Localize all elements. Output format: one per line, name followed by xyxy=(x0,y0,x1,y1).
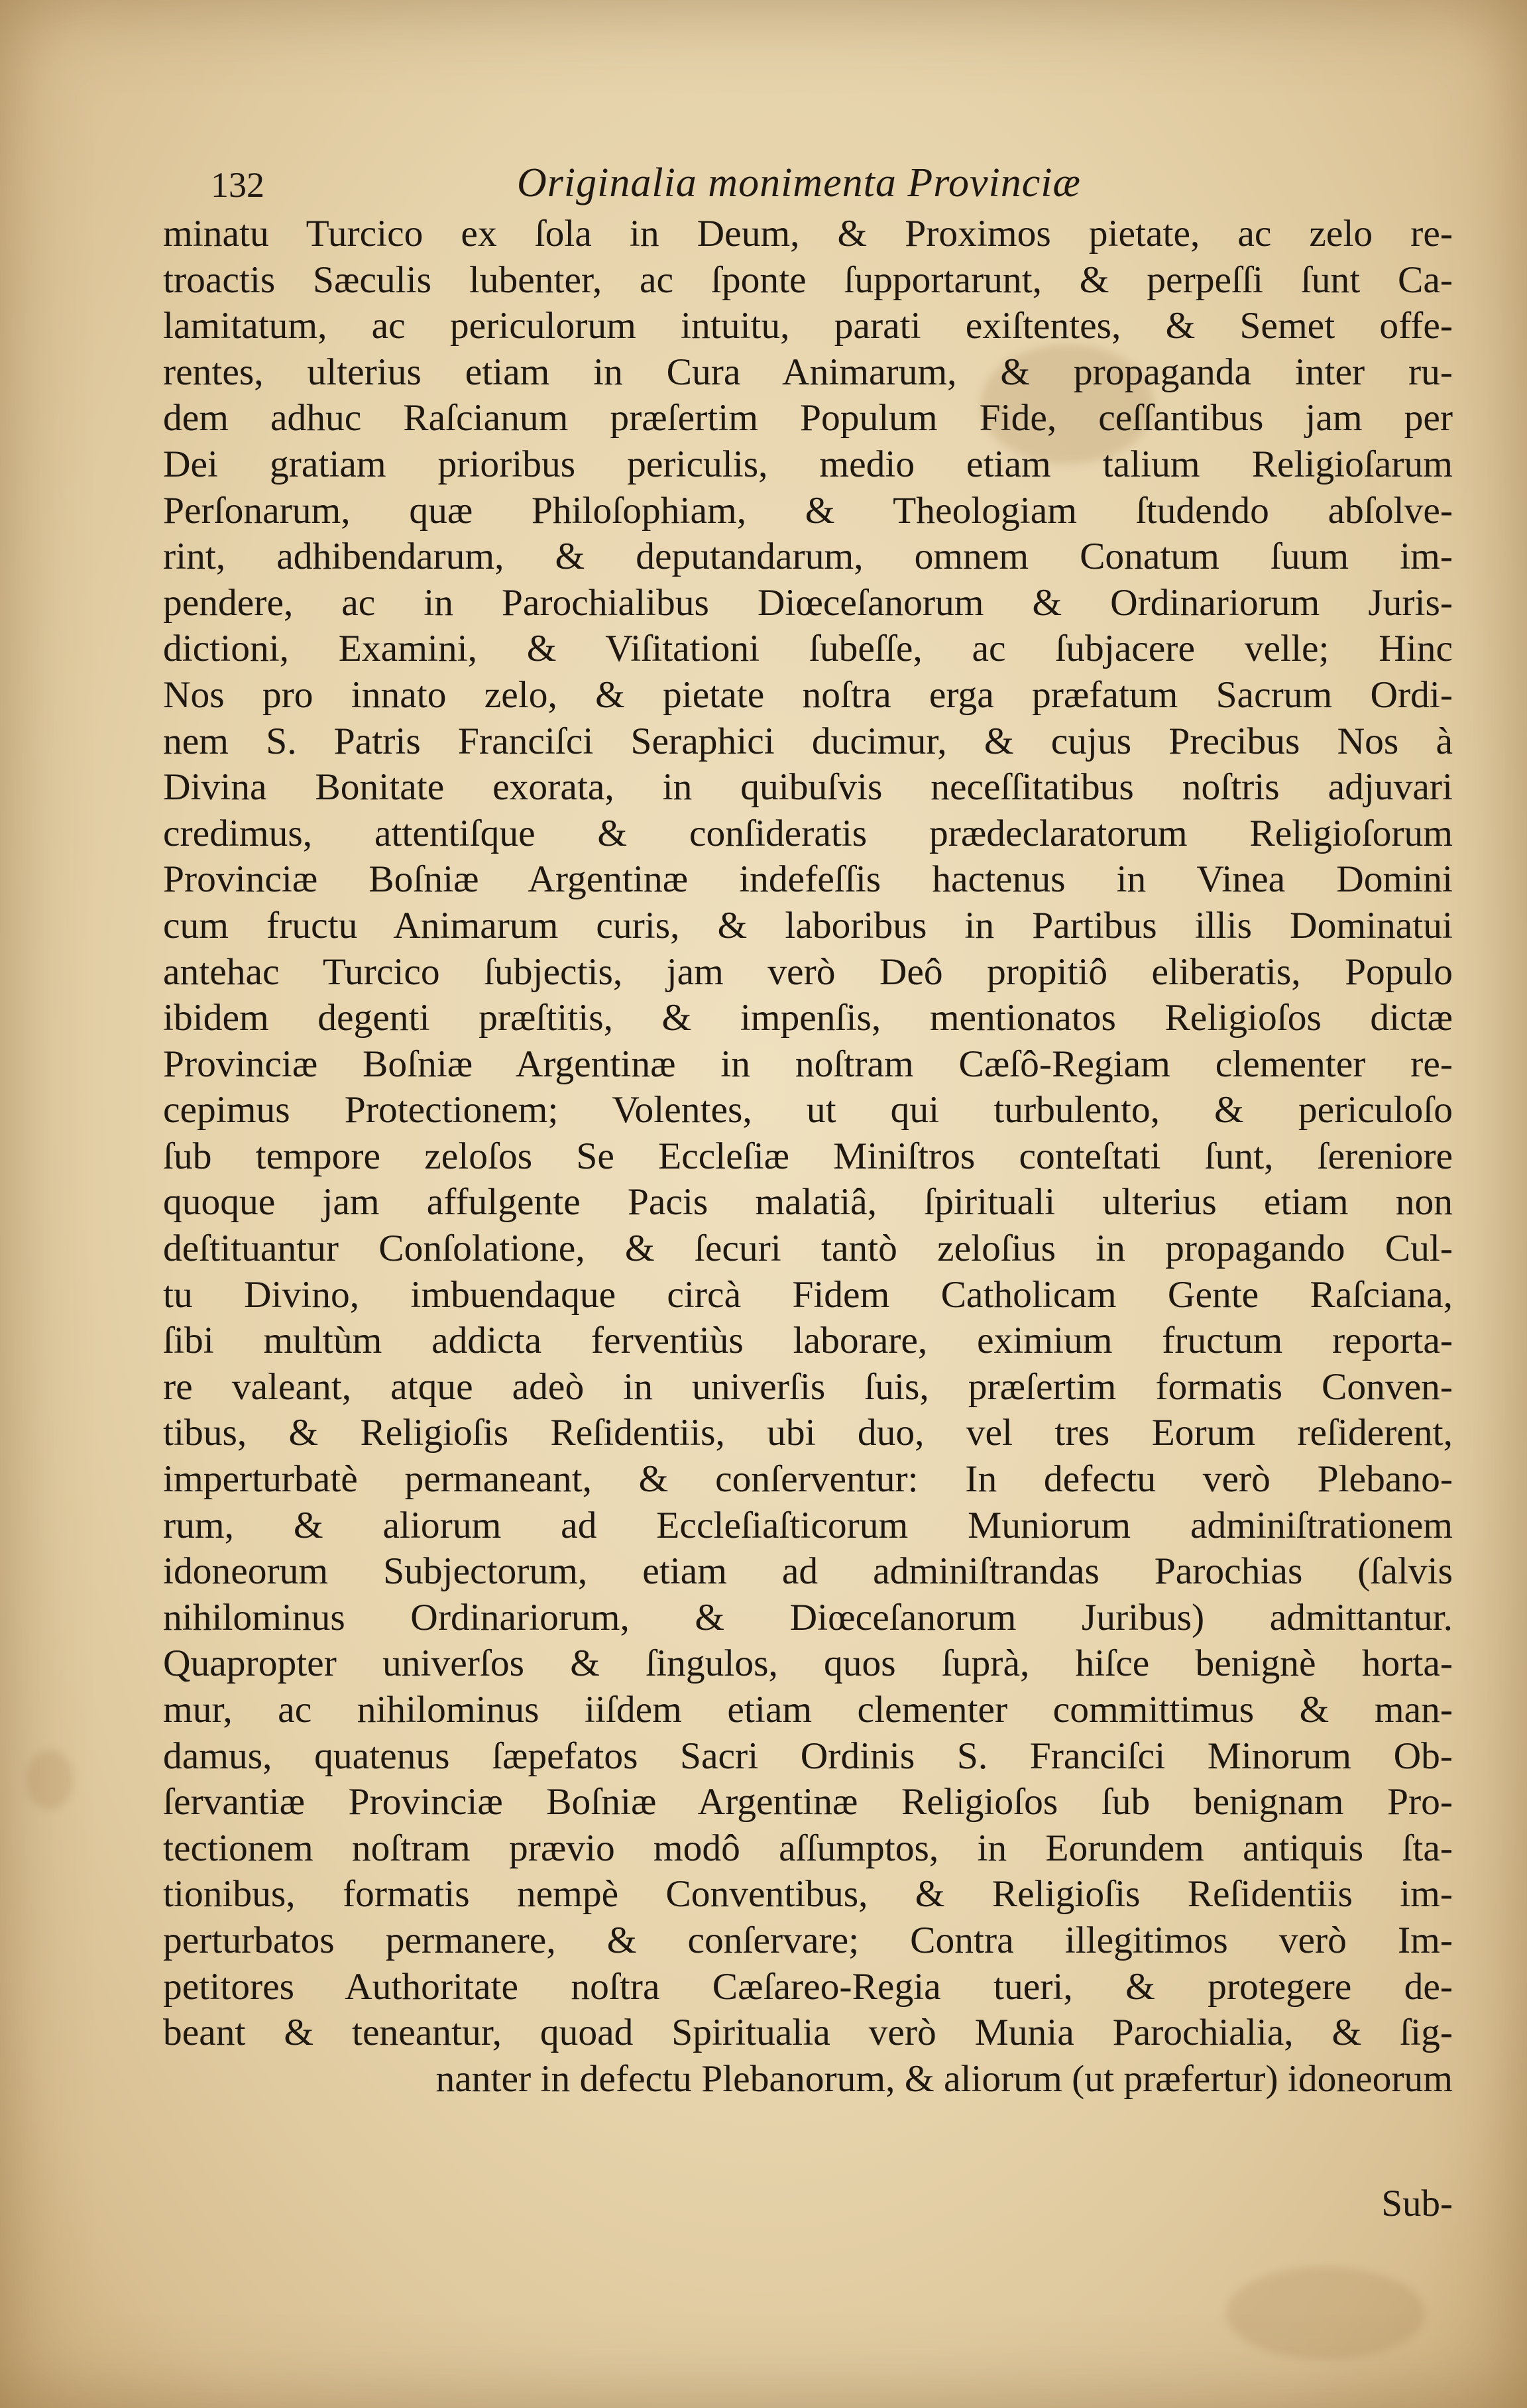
text-line: Provinciæ Boſniæ Argentinæ indefeſſis hactenus in Vinea Domini xyxy=(163,858,1453,901)
text-line: Quapropter univerſos & ſingulos, quos ſuprà, hiſce benignè horta- xyxy=(163,1642,1453,1685)
catchword: Sub- xyxy=(1381,2183,1453,2224)
page-header xyxy=(211,158,1453,211)
text-line: rint, adhibendarum, & deputandarum, omnem Conatum ſuum im- xyxy=(163,536,1453,578)
text-line: tu Divino, imbuendaque circà Fidem Catholicam Gente Raſciana, xyxy=(163,1273,1453,1316)
text-line: ſub tempore zeloſos Se Eccleſiæ Miniſtros conteſtati ſunt, ſereniore xyxy=(163,1135,1453,1177)
paper-stain xyxy=(1226,2267,1425,2360)
text-line: re valeant, atque adeò in univerſis ſuis, præſertim formatis Conven- xyxy=(163,1365,1453,1408)
text-line: tibus, & Religioſis Reſidentiis, ubi duo, vel tres Eorum reſiderent, xyxy=(163,1412,1453,1454)
text-line: perturbatos permanere, & conſervare; Contra illegitimos verò Im- xyxy=(163,1919,1453,1961)
text-line: damus, quatenus ſæpefatos Sacri Ordinis S. Franciſci Minorum Ob- xyxy=(163,1735,1453,1777)
text-line: rentes, ulterius etiam in Cura Animarum, & propaganda inter ru- xyxy=(163,351,1453,393)
text-line: lamitatum, ac periculorum intuitu, parati exiſtentes, & Semet offe- xyxy=(163,305,1453,347)
text-line: dem adhuc Raſcianum præſertim Populum Fide, ceſſantibus jam per xyxy=(163,397,1453,439)
paper-stain xyxy=(27,1750,73,1809)
text-line: petitores Authoritate noſtra Cæſareo-Regia tueri, & protegere de- xyxy=(163,1965,1453,2008)
text-line: Divina Bonitate exorata, in quibuſvis neceſſitatibus noſtris adjuvari xyxy=(163,766,1453,809)
text-line: ſibi multùm addicta ferventiùs laborare, eximium fructum reporta- xyxy=(163,1320,1453,1362)
text-line: quoque jam affulgente Pacis malatiâ, ſpirituali ulterius etiam non xyxy=(163,1181,1453,1224)
text-line: Provinciæ Boſniæ Argentinæ in noſtram Cæſô-Regiam clementer re- xyxy=(163,1043,1453,1085)
text-line: tectionem noſtram prævio modô aſſumptos, in Eorundem antiquis ſta- xyxy=(163,1827,1453,1869)
text-line: rum, & aliorum ad Eccleſiaſticorum Muniorum adminiſtrationem xyxy=(163,1504,1453,1546)
text-line: deſtituantur Conſolatione, & ſecuri tantò zeloſius in propagando Cul- xyxy=(163,1228,1453,1270)
text-line: minatu Turcico ex ſola in Deum, & Proximos pietate, ac zelo re- xyxy=(163,213,1453,255)
page-number: 132 xyxy=(211,165,264,205)
text-line: nihilominus Ordinariorum, & Diœceſanorum Juribus) admittantur. xyxy=(163,1596,1453,1638)
text-line: troactis Sæculis lubenter, ac ſponte ſupportarunt, & perpeſſi ſunt Ca- xyxy=(163,258,1453,301)
text-line: antehac Turcico ſubjectis, jam verò Deô propitiô eliberatis, Populo xyxy=(163,950,1453,993)
text-line: ſervantiæ Provinciæ Boſniæ Argentinæ Religioſos ſub benignam Pro- xyxy=(163,1781,1453,1823)
running-title: Originalia monimenta Provinciæ xyxy=(517,160,1081,205)
body-text xyxy=(163,211,1453,2102)
text-line: imperturbatè permaneant, & conſerventur: In defectu verò Plebano- xyxy=(163,1458,1453,1501)
text-line: credimus, attentiſque & conſideratis prædeclaratorum Religioſorum xyxy=(163,812,1453,854)
text-line: tionibus, formatis nempè Conventibus, & Religioſis Reſidentiis im- xyxy=(163,1873,1453,1916)
text-line: nem S. Patris Franciſci Seraphici ducimur, & cujus Precibus Nos à xyxy=(163,720,1453,762)
text-line: dictioni, Examini, & Viſitationi ſubeſſe, ac ſubjacere velle; Hinc xyxy=(163,628,1453,670)
text-line: Perſonarum, quæ Philoſophiam, & Theologiam ſtudendo abſolve- xyxy=(163,489,1453,532)
text-line: nanter in defectu Plebanorum, & aliorum (ut præfertur) idoneorum xyxy=(435,2057,1453,2100)
text-line: beant & teneantur, quoad Spiritualia verò Munia Parochialia, & ſig- xyxy=(163,2012,1453,2054)
text-line: ibidem degenti præſtitis, & impenſis, mentionatos Religioſos dictæ xyxy=(163,997,1453,1039)
text-line: cum fructu Animarum curis, & laboribus in Partibus illis Dominatui xyxy=(163,904,1453,946)
text-line: idoneorum Subjectorum, etiam ad adminiſtrandas Parochias (ſalvis xyxy=(163,1550,1453,1593)
text-line: mur, ac nihilominus iiſdem etiam clementer committimus & man- xyxy=(163,1689,1453,1731)
text-line: pendere, ac in Parochialibus Diœceſanorum & Ordinariorum Juris- xyxy=(163,581,1453,624)
text-line: Dei gratiam prioribus periculis, medio etiam talium Religioſarum xyxy=(163,443,1453,485)
text-line: Nos pro innato zelo, & pietate noſtra erga præfatum Sacrum Ordi- xyxy=(163,673,1453,716)
text-line: cepimus Protectionem; Volentes, ut qui turbulento, & periculoſo xyxy=(163,1089,1453,1131)
